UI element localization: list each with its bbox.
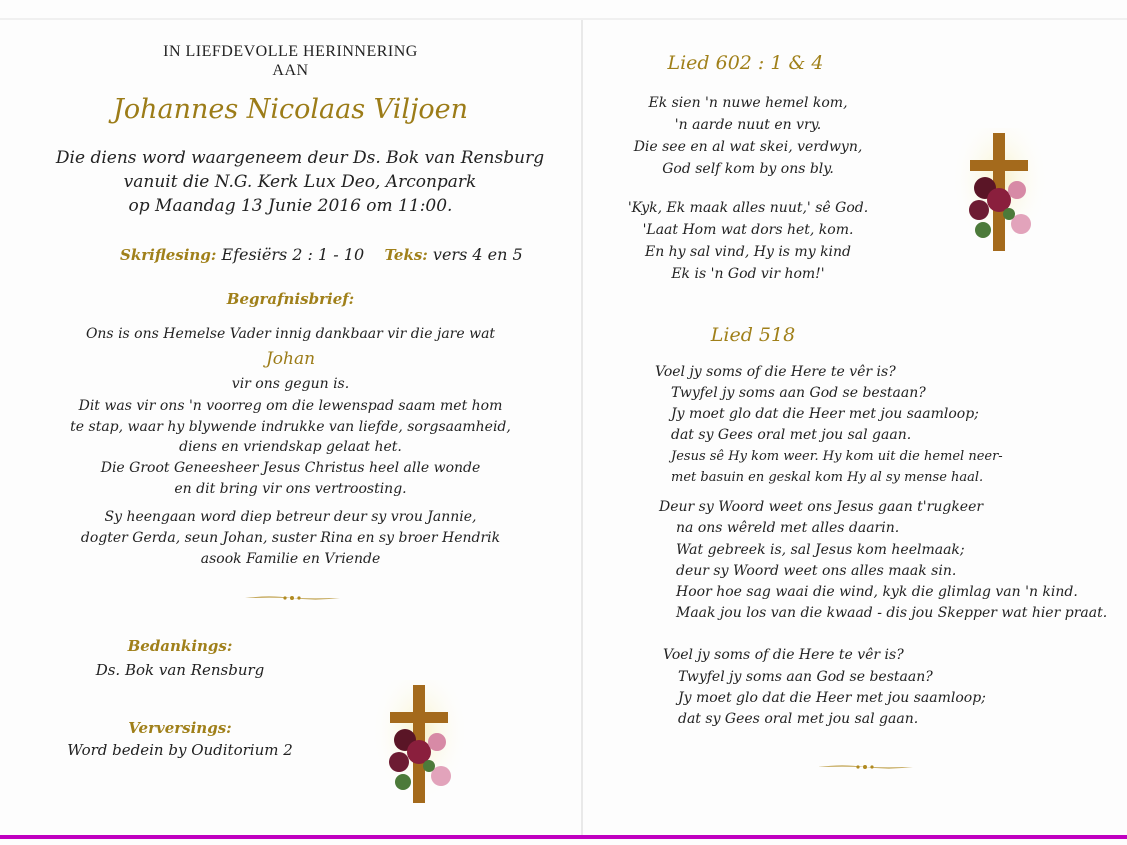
text-value: vers 4 en 5 <box>432 245 523 264</box>
ornamental-divider-icon <box>818 764 913 770</box>
letter-line: en dit bring vir ons vertroosting. <box>174 481 407 497</box>
letter-line: Dit was vir ons 'n voorreg om die lewenspad saam met hom <box>78 398 503 414</box>
song2-verse-line: met basuin en geskal kom Hy al sy mense haal. <box>671 470 984 485</box>
service-line: Die diens word waargeneem deur Ds. Bok van Rensburg <box>55 148 545 168</box>
song2-verse-line: Voel jy soms of die Here te vêr is? <box>663 647 904 663</box>
song2-verse-line: na ons wêreld met alles daarin. <box>676 520 900 536</box>
service-line: op Maandag 13 Junie 2016 om 11:00. <box>128 196 453 216</box>
song2-verse-line: Jy moet glo dat die Heer met jou saamloop; <box>678 690 986 706</box>
song2-title: Lied 518 <box>710 324 796 346</box>
letter-line: Die Groot Geneesheer Jesus Christus heel alle wonde <box>100 460 481 476</box>
service-line: vanuit die N.G. Kerk Lux Deo, Arconpark <box>123 172 477 192</box>
mourners-line: asook Familie en Vriende <box>200 551 381 567</box>
song2-verse-line: Voel jy soms of die Here te vêr is? <box>655 364 896 380</box>
thanks-heading: Bedankings: <box>127 637 233 655</box>
scan-bottom-border <box>0 835 1127 839</box>
song1-verse-line: Ek sien 'n nuwe hemel kom, <box>648 95 848 111</box>
song2-verse-line: Hoor hoe sag waai die wind, kyk die glimlag van 'n kind. <box>676 584 1078 600</box>
song2-verse-line: Deur sy Woord weet ons Jesus gaan t'rugkeer <box>659 499 984 515</box>
song2-verse-line: dat sy Gees oral met jou sal gaan. <box>671 427 912 443</box>
song2-verse-line: Maak jou los van die kwaad - dis jou Skepper wat hier praat. <box>676 605 1108 621</box>
song1-title: Lied 602 : 1 & 4 <box>667 52 824 74</box>
song2-verse-line: Jesus sê Hy kom weer. Hy kom uit die hemel neer- <box>671 449 1003 464</box>
mourners-line: dogter Gerda, seun Johan, suster Rina en sy broer Hendrik <box>80 530 501 546</box>
song2-verse-line: Wat gebreek is, sal Jesus kom heelmaak; <box>676 542 965 558</box>
song2-verse-line: Twyfel jy soms aan God se bestaan? <box>678 669 933 685</box>
song1-verse-line: En hy sal vind, Hy is my kind <box>644 244 852 260</box>
thanks-value: Ds. Bok van Rensburg <box>95 661 265 679</box>
cross-with-roses-icon <box>375 680 465 810</box>
song1-verse-line: Ek is 'n God vir hom!' <box>671 266 825 282</box>
song1-verse-line: God self kom by ons bly. <box>662 161 834 177</box>
song2-verse-line: deur sy Woord weet ons alles maak sin. <box>676 563 957 579</box>
ornamental-divider-icon <box>245 595 340 601</box>
song2-verse-line: dat sy Gees oral met jou sal gaan. <box>678 711 919 727</box>
letter-line: te stap, waar hy blywende indrukke van liefde, sorgsaamheid, <box>70 419 511 435</box>
letter-line: vir ons gegun is. <box>231 376 350 392</box>
text-label: Teks: <box>384 246 428 264</box>
letter-heading: Begrafnisbrief: <box>226 290 355 308</box>
memorial-heading-aan: AAN <box>272 62 309 79</box>
reading-value: Efesiërs 2 : 1 - 10 <box>221 245 365 264</box>
cross-with-roses-icon <box>955 128 1045 258</box>
song2-verse-line: Jy moet glo dat die Heer met jou saamloop; <box>671 406 979 422</box>
song1-verse-line: 'Laat Hom wat dors het, kom. <box>642 222 854 238</box>
song1-verse-line: Die see en al wat skei, verdwyn, <box>633 139 863 155</box>
reading-label: Skriflesing: <box>120 246 217 264</box>
deceased-name: Johannes Nicolaas Viljoen <box>113 94 468 125</box>
refresh-heading: Verversings: <box>128 719 232 737</box>
letter-line: Ons is ons Hemelse Vader innig dankbaar vir die jare wat <box>85 326 496 342</box>
song1-verse-line: 'Kyk, Ek maak alles nuut,' sê God. <box>627 200 869 216</box>
mourners-line: Sy heengaan word diep betreur deur sy vrou Jannie, <box>104 509 477 525</box>
right-panel <box>583 0 1127 835</box>
song2-verse-line: Twyfel jy soms aan God se bestaan? <box>671 385 926 401</box>
letter-name: Johan <box>265 349 316 369</box>
refresh-value: Word bedein by Ouditorium 2 <box>67 741 293 759</box>
scripture-reading <box>120 246 523 264</box>
song1-verse-line: 'n aarde nuut en vry. <box>674 117 822 133</box>
memorial-heading: IN LIEFDEVOLLE HERINNERING <box>163 43 418 60</box>
letter-line: diens en vriendskap gelaat het. <box>179 439 402 455</box>
